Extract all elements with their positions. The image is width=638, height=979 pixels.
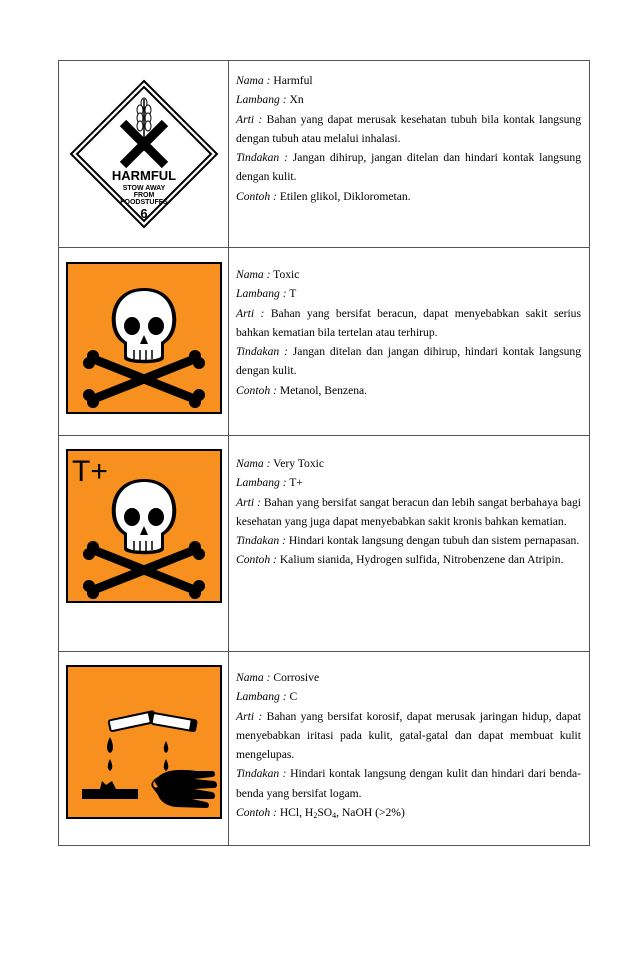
tindakan-label: Tindakan : (236, 151, 288, 165)
contoh-value: Kalium sianida, Hydrogen sulfida, Nitrobenzene dan Atripin. (279, 553, 564, 567)
nama-label: Nama : (236, 671, 271, 684)
harmful-diamond-icon (69, 79, 219, 229)
arti-label: Arti : (236, 495, 261, 509)
stow-away-label: STOW AWAY (122, 185, 165, 192)
class-number: 6 (139, 206, 148, 221)
nama-label: Nama : (236, 457, 271, 470)
tindakan-value: Jangan ditelan dan jangan dihirup, hindari kontak langsung dengan kulit. (236, 345, 581, 378)
t-plus-mark: T+ (71, 455, 108, 488)
lambang-value: Xn (289, 93, 304, 107)
contoh-value: Etilen glikol, Diklorometan. (279, 189, 411, 203)
formula-part: HCl, H (279, 806, 314, 820)
table-row (59, 651, 589, 845)
tindakan-label: Tindakan : (236, 767, 287, 781)
arti-value: Bahan yang bersifat korosif, dapat merusak jaringan hidup, dapat menyebabkan iritasi pada kulit, gatal-gatal dan dapat membuat kulit mengelupas. (236, 709, 581, 762)
lambang-label: Lambang : (236, 476, 287, 490)
symbol-cell (59, 61, 229, 247)
contoh-label: Contoh : (236, 806, 277, 820)
arti-value: Bahan yang bersifat beracun, dapat menyebabkan sakit serius bahkan kematian bila tertelan atau terhirup. (236, 306, 581, 339)
contoh-value (280, 806, 405, 819)
hazard-symbols-table (58, 60, 590, 846)
formula-subscript: 2 (313, 811, 318, 821)
contoh-value: Metanol, Benzena. (279, 383, 368, 397)
harmful-label: HARMFUL (111, 168, 176, 183)
description-cell (229, 248, 589, 435)
tindakan-value: Jangan dihirup, jangan ditelan dan hindari kontak langsung dengan kulit. (236, 151, 581, 184)
nama-value: Harmful (273, 74, 313, 87)
nama-value: Very Toxic (273, 457, 324, 470)
symbol-cell (59, 436, 229, 651)
tindakan-label: Tindakan : (236, 345, 288, 359)
lambang-value: T+ (289, 476, 303, 490)
lambang-value: T (289, 287, 297, 301)
very-toxic-skull-icon (66, 449, 222, 603)
table-row (59, 435, 589, 651)
contoh-label: Contoh : (236, 553, 277, 567)
foodstuffs-label: FOODSTUFFS (119, 199, 168, 206)
arti-label: Arti : (236, 709, 263, 723)
lambang-label: Lambang : (236, 690, 287, 704)
lambang-value: C (289, 690, 298, 704)
symbol-cell (59, 652, 229, 845)
nama-value: Corrosive (273, 671, 320, 684)
contoh-label: Contoh : (236, 383, 277, 397)
tindakan-label: Tindakan : (236, 534, 286, 548)
arti-value: Bahan yang bersifat sangat beracun dan lebih sangat berbahaya bagi kesehatan yang juga dapat menyebabkan sakit kronis bahkan kematian. (236, 495, 581, 528)
formula-part: , NaOH (>2%) (336, 806, 405, 820)
skull-crossbones-icon (66, 262, 222, 414)
corrosive-icon (66, 665, 222, 819)
tindakan-value: Hindari kontak langsung dengan kulit dan hindari dari benda-benda yang bersifat logam. (236, 767, 581, 800)
arti-value: Bahan yang dapat merusak kesehatan tubuh bila kontak langsung dengan tubuh atau melalui inhalasi. (236, 112, 581, 145)
lambang-label: Lambang : (236, 287, 287, 301)
table-row (59, 247, 589, 435)
nama-label: Nama : (236, 268, 271, 281)
lambang-label: Lambang : (236, 93, 287, 107)
nama-label: Nama : (236, 74, 271, 87)
arti-label: Arti : (236, 112, 263, 126)
symbol-cell (59, 248, 229, 435)
from-label: FROM (133, 192, 154, 199)
table-row (59, 61, 589, 247)
formula-part: SO (317, 806, 333, 820)
arti-label: Arti : (236, 306, 265, 320)
description-cell (229, 436, 589, 651)
nama-value: Toxic (273, 268, 300, 281)
description-cell (229, 61, 589, 247)
tindakan-value: Hindari kontak langsung dengan tubuh dan sistem pernapasan. (288, 534, 580, 548)
description-cell (229, 652, 589, 845)
contoh-label: Contoh : (236, 189, 277, 203)
formula-subscript: 4 (332, 811, 337, 821)
